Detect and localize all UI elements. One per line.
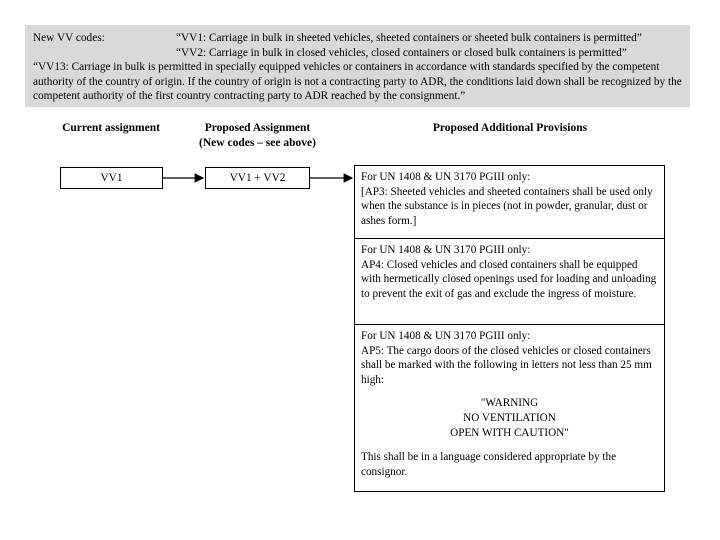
provision-ap4 — [355, 238, 664, 324]
current-assignment-cell: VV1 — [60, 167, 163, 189]
provision-ap5-text: AP5: The cargo doors of the closed vehicles or closed containers shall be marked with the following in letters not less than 25 mm high: — [361, 344, 652, 386]
provisions-header: Proposed Additional Provisions — [432, 122, 588, 134]
provision-ap5-heading: For UN 1408 & UN 3170 PGIII only: — [361, 330, 531, 342]
provision-ap5 — [355, 324, 664, 479]
warning-line: NO VENTILATION — [463, 411, 556, 424]
proposed-header-line2: (New codes – see above) — [199, 136, 316, 149]
provision-ap3 — [355, 166, 664, 238]
vv13-definition: “VV13: Carriage in bulk is permitted in specially equipped vehicles or containers in accordance with standards specified by the competent authority of the country of origin. If the country of origin is not a contracting party to ADR, the conditions laid down shall be recognized by the competent authority of the first country contracting party to ADR reached by the consignment.” — [33, 61, 682, 103]
codes-label: New VV codes: — [33, 32, 105, 44]
proposed-header-line1: Proposed Assignment — [204, 122, 311, 134]
proposed-assignment-cell: VV1 + VV2 — [205, 167, 310, 189]
provision-ap4-text: AP4: Closed vehicles and closed containers shall be equipped with hermetically closed openings used for loading and unloading to prevent the exit of gas and exclude the ingress of moisture. — [361, 258, 657, 300]
vv2-definition: “VV2: Carriage in bulk in closed vehicles, closed containers or closed bulk containers is permitted” — [176, 46, 627, 59]
provisions-box — [354, 165, 665, 492]
vv1-definition: “VV1: Carriage in bulk in sheeted vehicles, sheeted containers or sheeted bulk containers is permitted” — [176, 32, 642, 44]
provision-ap4-heading: For UN 1408 & UN 3170 PGIII only: — [361, 244, 531, 256]
warning-line: OPEN WITH CAUTION" — [450, 426, 569, 439]
provision-ap3-heading: For UN 1408 & UN 3170 PGIII only: — [361, 171, 531, 183]
provision-ap3-text: [AP3: Sheeted vehicles and sheeted containers shall be used only when the substance is in pieces (not in powder, granular, dust or ashes form.] — [361, 185, 653, 227]
provision-ap5-footer: This shall be in a language considered appropriate by the consignor. — [361, 451, 617, 478]
warning-label — [361, 396, 658, 440]
current-assignment-header: Current assignment — [62, 122, 160, 134]
warning-line: "WARNING — [480, 397, 539, 410]
